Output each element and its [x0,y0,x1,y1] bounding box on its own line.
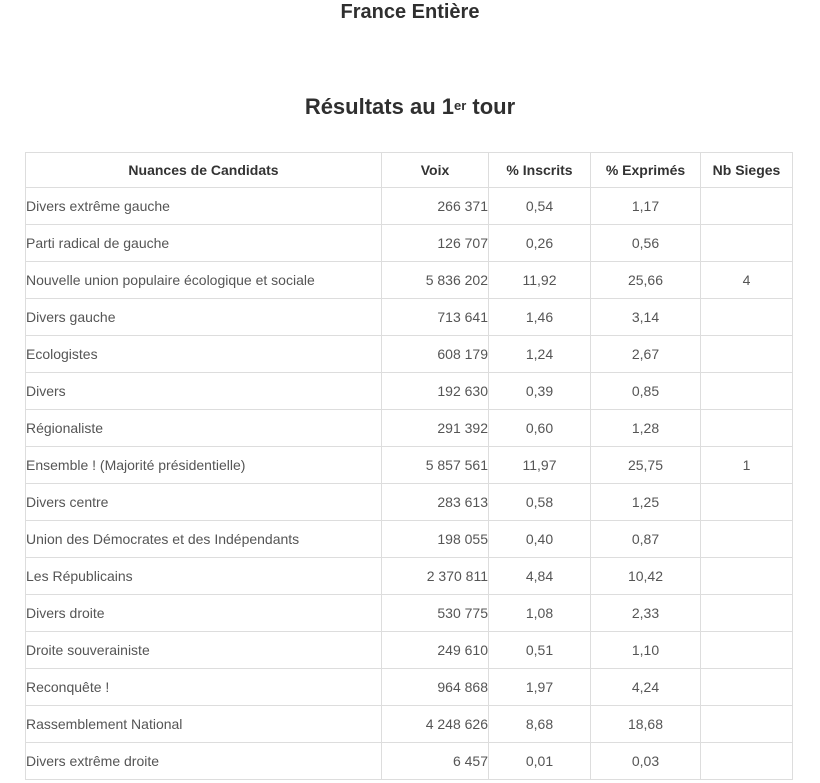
exprimes-cell: 0,87 [591,521,701,558]
subtitle-prefix: Résultats au 1 [304,94,454,119]
column-header-inscrits: % Inscrits [489,153,591,188]
voix-cell: 608 179 [382,336,489,373]
inscrits-cell: 0,51 [489,632,591,669]
table-row [26,743,793,780]
exprimes-cell: 1,28 [591,410,701,447]
results-subtitle [0,93,820,121]
nuance-cell: Divers gauche [26,299,382,336]
exprimes-cell: 1,10 [591,632,701,669]
nuance-cell: Divers centre [26,484,382,521]
voix-cell: 126 707 [382,225,489,262]
nuance-cell: Droite souverainiste [26,632,382,669]
exprimes-cell: 25,75 [591,447,701,484]
nuance-cell: Ecologistes [26,336,382,373]
page-title: France Entière [340,1,480,23]
nuance-cell: Ensemble ! (Majorité présidentielle) [26,447,382,484]
exprimes-cell: 3,14 [591,299,701,336]
voix-cell: 964 868 [382,669,489,706]
voix-cell: 192 630 [382,373,489,410]
nuance-cell: Divers extrême droite [26,743,382,780]
inscrits-cell: 0,01 [489,743,591,780]
sieges-cell: 1 [701,447,793,484]
voix-cell: 713 641 [382,299,489,336]
table-row [26,632,793,669]
table-row [26,706,793,743]
exprimes-cell: 25,66 [591,262,701,299]
sieges-cell [701,558,793,595]
nuance-cell: Régionaliste [26,410,382,447]
inscrits-cell: 0,60 [489,410,591,447]
nuance-cell: Union des Démocrates et des Indépendants [26,521,382,558]
table-row [26,484,793,521]
sieges-cell [701,669,793,706]
column-header-exprimes: % Exprimés [591,153,701,188]
inscrits-cell: 11,92 [489,262,591,299]
inscrits-cell: 0,40 [489,521,591,558]
nuance-cell: Reconquête ! [26,669,382,706]
table-row [26,188,793,225]
nuance-cell: Divers extrême gauche [26,188,382,225]
sieges-cell [701,410,793,447]
exprimes-cell: 18,68 [591,706,701,743]
table-row [26,225,793,262]
inscrits-cell: 8,68 [489,706,591,743]
table-row [26,262,793,299]
exprimes-cell: 0,85 [591,373,701,410]
nuance-cell: Nouvelle union populaire écologique et sociale [26,262,382,299]
inscrits-cell: 4,84 [489,558,591,595]
exprimes-cell: 2,67 [591,336,701,373]
nuance-cell: Divers droite [26,595,382,632]
exprimes-cell: 1,17 [591,188,701,225]
inscrits-cell: 1,08 [489,595,591,632]
voix-cell: 249 610 [382,632,489,669]
voix-cell: 5 857 561 [382,447,489,484]
inscrits-cell: 0,39 [489,373,591,410]
table-row [26,669,793,706]
inscrits-cell: 11,97 [489,447,591,484]
inscrits-cell: 1,24 [489,336,591,373]
inscrits-cell: 0,26 [489,225,591,262]
voix-cell: 5 836 202 [382,262,489,299]
voix-cell: 6 457 [382,743,489,780]
sieges-cell [701,632,793,669]
sieges-cell: 4 [701,262,793,299]
nuance-cell: Les Républicains [26,558,382,595]
inscrits-cell: 1,46 [489,299,591,336]
nuance-cell: Parti radical de gauche [26,225,382,262]
results-table-header [26,153,793,188]
header-row [26,153,793,188]
exprimes-cell: 2,33 [591,595,701,632]
sieges-cell [701,743,793,780]
results-table-body [26,188,793,780]
sieges-cell [701,484,793,521]
subtitle-suffix: tour [466,94,516,119]
column-header-nuances: Nuances de Candidats [26,153,382,188]
inscrits-cell: 0,54 [489,188,591,225]
table-row [26,336,793,373]
sieges-cell [701,336,793,373]
voix-cell: 283 613 [382,484,489,521]
column-header-voix: Voix [382,153,489,188]
table-row [26,521,793,558]
exprimes-cell: 4,24 [591,669,701,706]
sieges-cell [701,595,793,632]
voix-cell: 266 371 [382,188,489,225]
inscrits-cell: 1,97 [489,669,591,706]
voix-cell: 291 392 [382,410,489,447]
subtitle-superscript: er [453,98,467,113]
table-row [26,373,793,410]
sieges-cell [701,521,793,558]
table-row [26,299,793,336]
exprimes-cell: 1,25 [591,484,701,521]
nuance-cell: Divers [26,373,382,410]
sieges-cell [701,299,793,336]
exprimes-cell: 0,56 [591,225,701,262]
voix-cell: 2 370 811 [382,558,489,595]
sieges-cell [701,706,793,743]
table-row [26,447,793,484]
voix-cell: 198 055 [382,521,489,558]
sieges-cell [701,225,793,262]
voix-cell: 4 248 626 [382,706,489,743]
table-row [26,595,793,632]
column-header-sieges: Nb Sieges [701,153,793,188]
table-row [26,558,793,595]
table-row [26,410,793,447]
results-table [25,152,793,780]
nuance-cell: Rassemblement National [26,706,382,743]
sieges-cell [701,373,793,410]
voix-cell: 530 775 [382,595,489,632]
exprimes-cell: 0,03 [591,743,701,780]
exprimes-cell: 10,42 [591,558,701,595]
sieges-cell [701,188,793,225]
inscrits-cell: 0,58 [489,484,591,521]
